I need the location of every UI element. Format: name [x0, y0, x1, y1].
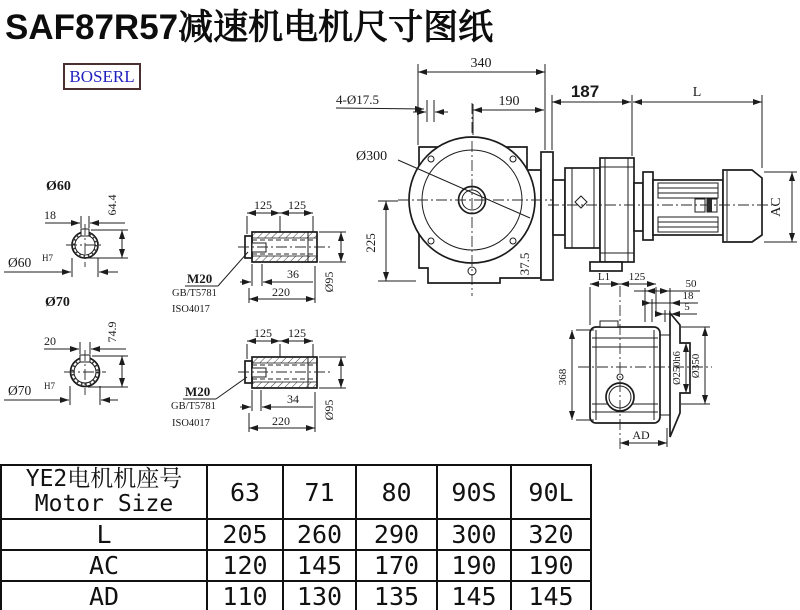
shaft-bottom-dim-220: 220 [272, 414, 290, 428]
cell-value: 145 [283, 550, 356, 581]
shaft-top-dim-d95: Ø95 [322, 271, 336, 293]
rear-dim-18: 18 [682, 290, 694, 302]
bore60-keyway-width: 18 [44, 208, 56, 222]
shaft-bottom-std1: GB/T5781 [171, 401, 216, 412]
rear-view [557, 271, 712, 452]
cell-value: 145 [511, 581, 591, 610]
dim-4-holes: 4-Ø17.5 [336, 92, 379, 107]
front-view [398, 103, 558, 296]
size-col-header: 90S [437, 465, 511, 519]
shaft-bottom-thread: M20 [185, 384, 211, 399]
table-header-row [1, 465, 591, 519]
shaft-detail-top [172, 198, 346, 315]
size-col-header: 71 [283, 465, 356, 519]
cell-value: 170 [356, 550, 437, 581]
bore70-fit: Ø70 [8, 383, 32, 398]
shaft-top-dim-220: 220 [272, 285, 290, 299]
motor-size-header-en: Motor Size [34, 491, 174, 517]
motor-size-header-cn: YE2电机机座号 [25, 465, 183, 492]
dim-bolt-circle: Ø300 [356, 149, 388, 164]
table-row-AD [1, 581, 591, 610]
bore70-fit-sup: H7 [44, 381, 55, 391]
cell-value: 120 [207, 550, 283, 581]
cell-value: 190 [437, 550, 511, 581]
motor-size-header-cell [1, 465, 207, 519]
table-row-AC [1, 550, 591, 581]
cell-value: 300 [437, 519, 511, 550]
motor-flange [643, 172, 653, 240]
cell-value: 145 [437, 581, 511, 610]
rear-dim-d250: Ø250h6 [672, 351, 683, 385]
bore70-label: Ø70 [45, 295, 70, 310]
bore60-fit-sup: H7 [42, 253, 53, 263]
motor-size-table [0, 464, 592, 610]
gear-unit-foot [590, 262, 622, 271]
shaft-bottom-dim-125a: 125 [254, 326, 272, 340]
cell-value: 320 [511, 519, 591, 550]
size-col-header: 90L [511, 465, 591, 519]
table-row-L [1, 519, 591, 550]
bore60-label: Ø60 [46, 179, 71, 194]
bore60-fit: Ø60 [8, 255, 32, 270]
shaft-detail-bottom [171, 326, 346, 432]
cell-value: 190 [511, 550, 591, 581]
rear-dim-AD: AD [632, 428, 650, 442]
shaft-top-dim-125b: 125 [288, 198, 306, 212]
brand-logo-text: BOSERL [69, 66, 135, 86]
row-label: L [1, 519, 207, 550]
bore70-keyway-height: 74.9 [105, 321, 119, 343]
shaft-bottom-dim-34: 34 [287, 392, 299, 406]
row-label: AC [1, 550, 207, 581]
dim-225: 225 [363, 233, 378, 253]
dim-340: 340 [470, 56, 492, 71]
shaft-top-dim-125a: 125 [254, 198, 272, 212]
cell-value: 110 [207, 581, 283, 610]
cell-value: 205 [207, 519, 283, 550]
dim-37-5: 37.5 [517, 252, 532, 276]
side-assembly [548, 158, 772, 271]
rear-dim-50: 50 [685, 278, 697, 290]
shaft-top-dim-36: 36 [287, 267, 299, 281]
row-label: AD [1, 581, 207, 610]
bore60-keyway-height: 64.4 [105, 194, 119, 216]
rear-dim-5: 5 [684, 301, 690, 313]
dim-190: 190 [498, 94, 520, 109]
shaft-top-thread: M20 [187, 271, 213, 286]
shaft-bottom-dim-d95: Ø95 [322, 399, 336, 421]
dim-187: 187 [570, 82, 600, 101]
shaft-top-std1: GB/T5781 [172, 288, 217, 299]
rear-dim-d350: Ø350 [690, 353, 702, 379]
size-col-header: 63 [207, 465, 283, 519]
bore-section-60 [4, 179, 128, 277]
rear-dim-368: 368 [557, 368, 569, 386]
cell-value: 290 [356, 519, 437, 550]
dim-L: L [692, 85, 702, 100]
cell-value: 135 [356, 581, 437, 610]
shaft-bottom-std2: ISO4017 [172, 418, 210, 429]
size-col-header: 80 [356, 465, 437, 519]
rear-dim-L1: L1 [597, 271, 611, 283]
rear-dim-125: 125 [628, 271, 646, 283]
page-title: SAF87R57减速机电机尺寸图纸 [5, 8, 494, 47]
cell-value: 130 [283, 581, 356, 610]
cell-value: 260 [283, 519, 356, 550]
dim-AC: AC [769, 197, 784, 217]
bore70-keyway-width: 20 [44, 334, 56, 348]
shaft-bottom-dim-125b: 125 [288, 326, 306, 340]
bore-section-70 [4, 295, 128, 405]
fan-cover [723, 170, 762, 242]
shaft-top-std2: ISO4017 [172, 304, 210, 315]
